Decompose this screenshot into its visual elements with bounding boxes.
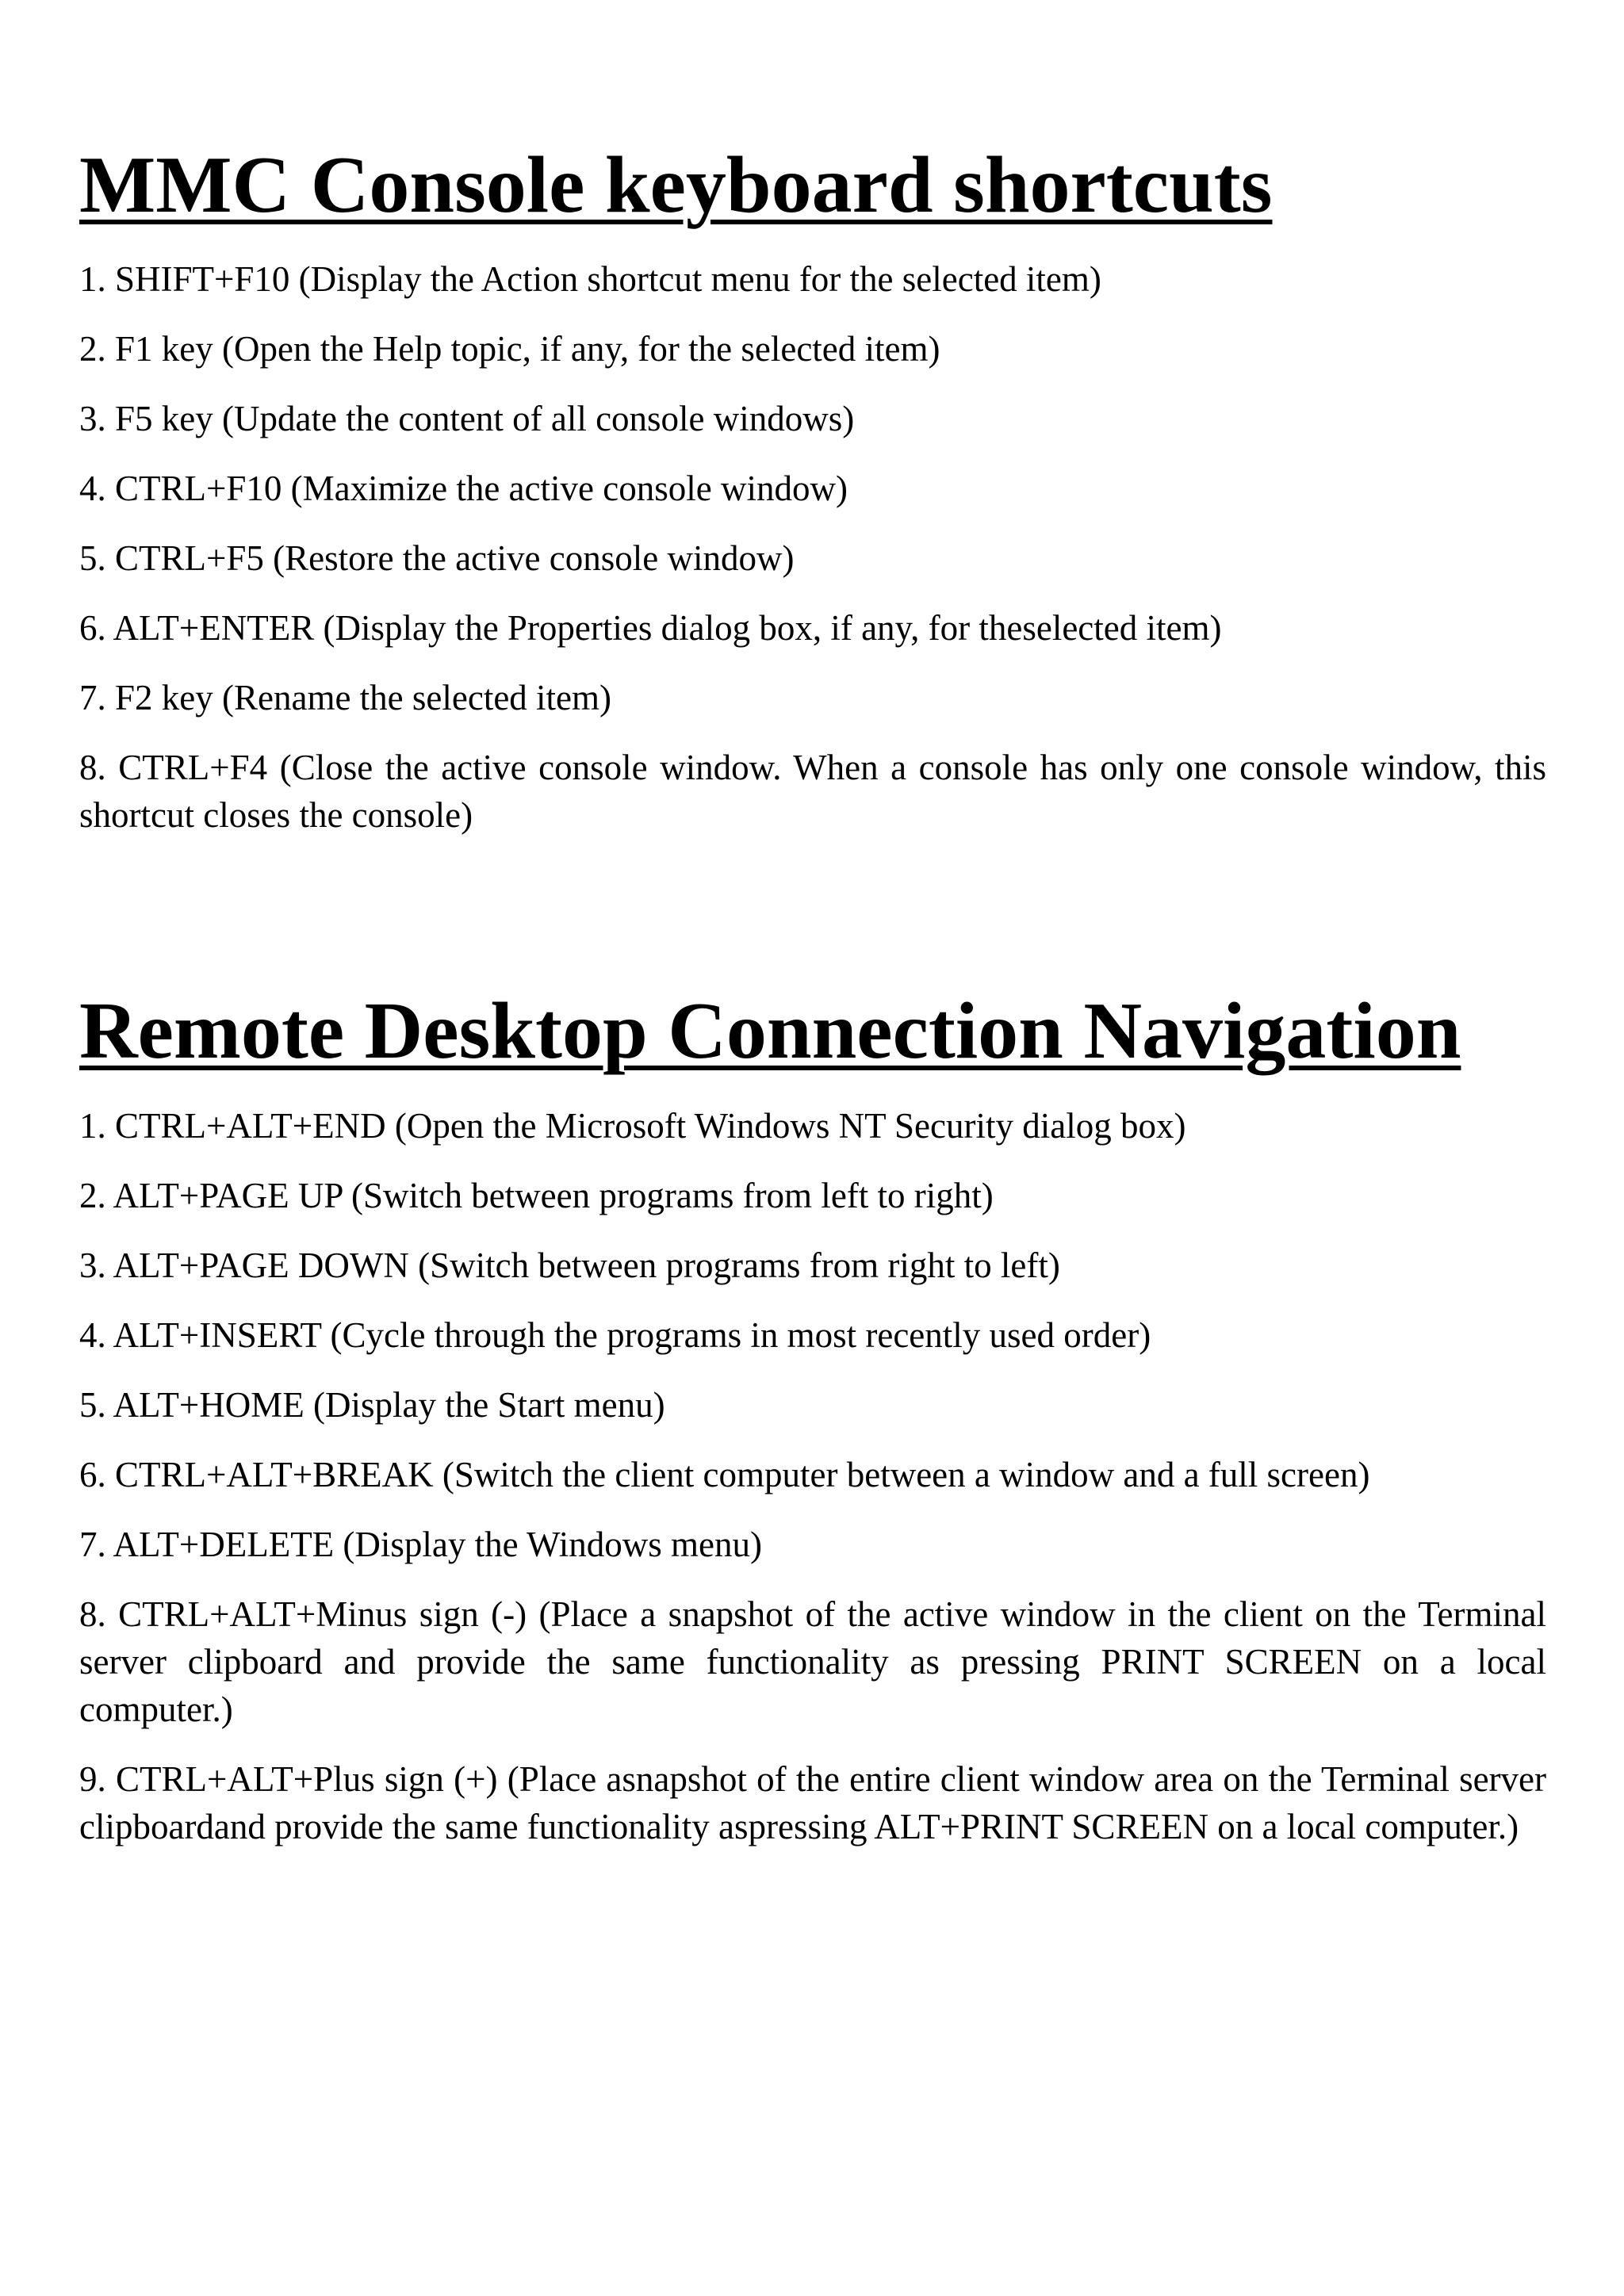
mmc-shortcut-item: 6. ALT+ENTER (Display the Properties dialog box, if any, for theselected item) [79, 608, 1222, 648]
rdc-shortcut-item: 5. ALT+HOME (Display the Start menu) [79, 1385, 665, 1425]
mmc-shortcut-item: 8. CTRL+F4 (Close the active console window. When a console has only one console window, this shortcut closes the console) [79, 748, 1546, 835]
mmc-shortcut-item: 3. F5 key (Update the content of all console windows) [79, 399, 855, 438]
rdc-shortcut-item: 4. ALT+INSERT (Cycle through the programs in most recently used order) [79, 1315, 1151, 1355]
mmc-shortcut-item: 5. CTRL+F5 (Restore the active console window) [79, 538, 795, 578]
mmc-shortcut-list [79, 255, 1546, 861]
rdc-shortcut-item: 2. ALT+PAGE UP (Switch between programs from left to right) [79, 1176, 994, 1215]
rdc-shortcut-item: 3. ALT+PAGE DOWN (Switch between programs from right to left) [79, 1246, 1060, 1285]
mmc-section-title: MMC Console keyboard shortcuts [79, 140, 1273, 230]
mmc-shortcut-item: 2. F1 key (Open the Help topic, if any, for the selected item) [79, 329, 940, 369]
rdc-shortcut-item: 1. CTRL+ALT+END (Open the Microsoft Windows NT Security dialog box) [79, 1106, 1186, 1146]
mmc-shortcut-item: 1. SHIFT+F10 (Display the Action shortcut menu for the selected item) [79, 259, 1101, 299]
rdc-shortcut-item: 9. CTRL+ALT+Plus sign (+) (Place asnapshot of the entire client window area on the Terminal server clipboardand provide the same functionality aspressing ALT+PRINT SCREEN on a local computer.) [79, 1759, 1546, 1846]
rdc-shortcut-list [79, 1102, 1546, 1873]
rdc-shortcut-item: 6. CTRL+ALT+BREAK (Switch the client computer between a window and a full screen) [79, 1455, 1370, 1494]
rdc-shortcut-item: 8. CTRL+ALT+Minus sign (-) (Place a snapshot of the active window in the client on the Terminal server clipboard and provide the same functionality as pressing PRINT SCREEN on a local computer.) [79, 1594, 1546, 1729]
mmc-shortcut-item: 4. CTRL+F10 (Maximize the active console window) [79, 469, 848, 508]
rdc-shortcut-item: 7. ALT+DELETE (Display the Windows menu) [79, 1525, 762, 1564]
rdc-section-title: Remote Desktop Connection Navigation [79, 986, 1461, 1076]
mmc-shortcut-item: 7. F2 key (Rename the selected item) [79, 678, 612, 718]
